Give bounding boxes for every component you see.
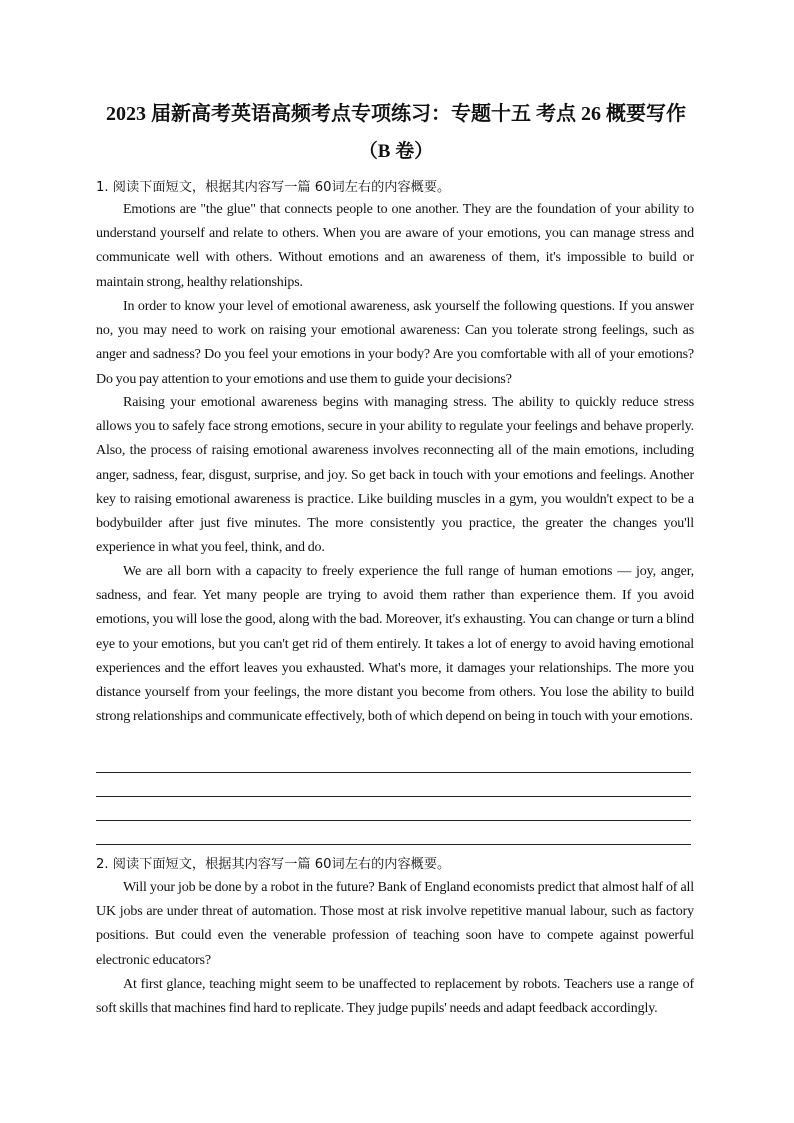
document-title: 2023 届新高考英语高频考点专项练习：专题十五 考点 26 概要写作 (106, 103, 686, 125)
question-1-heading: 1. 阅读下面短文，根据其内容写一篇 60词左右的内容概要。 (96, 180, 451, 195)
q1-paragraph-3: Raising your emotional awareness begins with managing stress. The ability to quickly reduce stress allows you to safely face strong emotions, secure in your ability to regulate your feelings and behave properly. Also, the process of raising emotional awareness involves reconnecting all of the main emotions, including anger, sadness, fear, disgust, surprise, and joy. So get back in touch with your emotions and feelings. Another key to raising emotional awareness is practice. Like building muscles in a gym, you wouldn't expect to be a bodybuilder after just five minutes. The more consistently you practice, the greater the changes you'll experience in what you feel, think, and do. (96, 395, 694, 556)
answer-line-2[interactable] (96, 796, 691, 797)
answer-line-1[interactable] (96, 772, 691, 773)
q1-paragraph-4: We are all born with a capacity to freely experience the full range of human emotions — joy, anger, sadness, and fear. Yet many people are trying to avoid them rather than experience them. If you avoid emotions, you will lose the good, along with the bad. Moreover, it's exhausting. You can change or turn a blind eye to your emotions, but you can't get rid of them entirely. It takes a lot of energy to avoid having emotional experiences and the effort leaves you exhausted. What's more, it damages your relationships. The more you distance yourself from your feelings, the more distant you become from others. You lose the ability to build strong relationships and communicate effectively, both of which depend on being in touch with your emotions. (96, 564, 694, 725)
document-subtitle: （B 卷） (358, 141, 434, 162)
question-2-heading: 2. 阅读下面短文，根据其内容写一篇 60词左右的内容概要。 (96, 857, 451, 872)
q2-paragraph-2: At first glance, teaching might seem to be unaffected to replacement by robots. Teachers use a range of soft skills that machines find hard to replicate. They judge pupils' needs and adapt feedback accordingly. (96, 977, 694, 1017)
q1-paragraph-1: Emotions are "the glue" that connects people to one another. They are the foundation of your ability to understand yourself and relate to others. When you are aware of your emotions, you can manage stress and communicate well with others. Without emotions and an awareness of them, it's impossible to build or maintain strong, healthy relationships. (96, 202, 694, 290)
answer-line-4[interactable] (96, 844, 691, 845)
q1-paragraph-2: In order to know your level of emotional awareness, ask yourself the following questions. If you answer no, you may need to work on raising your emotional awareness: Can you tolerate strong feelings, such as anger and sadness? Do you feel your emotions in your body? Are you comfortable with all of your emotions? Do you pay attention to your emotions and use them to guide your decisions? (96, 299, 694, 387)
q2-paragraph-1: Will your job be done by a robot in the future? Bank of England economists predict that almost half of all UK jobs are under threat of automation. Those most at risk involve repetitive manual labour, such as factory positions. But could even the venerable profession of teaching soon have to compete against powerful electronic educators? (96, 880, 694, 968)
answer-line-3[interactable] (96, 820, 691, 821)
